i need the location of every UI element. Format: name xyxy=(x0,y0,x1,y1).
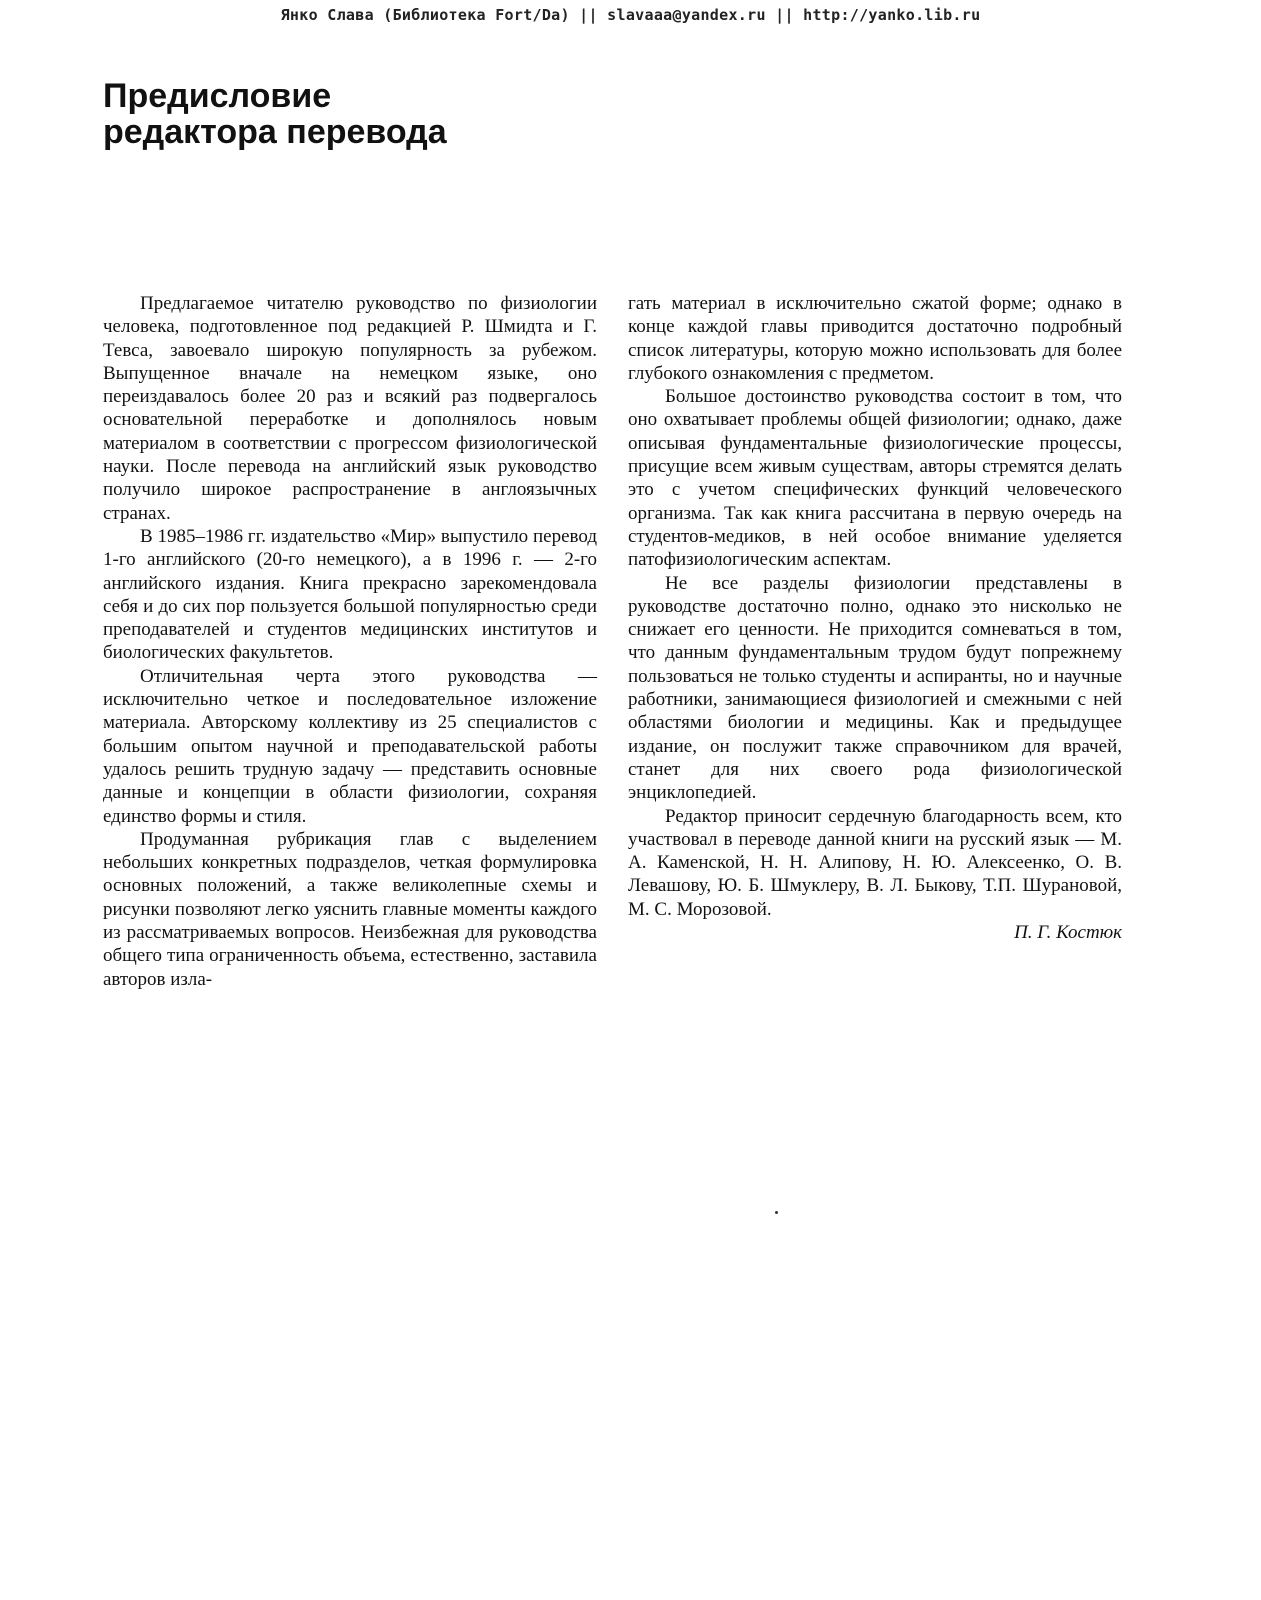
paragraph: Отличительная черта этого руководства — исключительно четкое и последовательное изложение материала. Авторскому коллективу из 25 специалистов с большим опытом научной и преподавательской работы удалось решить трудную задачу — представить основные данные и концепции в области физиологии, сохраняя единство формы и стиля. xyxy=(103,665,597,827)
page-header-source: Янко Слава (Библиотека Fort/Da) || slavaaa@yandex.ru || http://yanko.lib.ru xyxy=(280,6,981,24)
scan-speck xyxy=(775,1211,778,1214)
page-title-line-1: Предисловие xyxy=(103,77,332,115)
paragraph-continuation: гать материал в исключительно сжатой форме; однако в конце каждой главы приводится достаточно подробный список литературы, которую можно использовать для более глубокого ознакомления с предметом. xyxy=(628,293,1122,384)
page-title-line-2: редактора перевода xyxy=(103,113,447,151)
paragraph: Не все разделы физиологии представлены в руководстве достаточно полно, однако это нисколько не снижает его ценности. Не приходится сомневаться в том, что данным фундаментальным трудом будут попрежнему пользоваться не только студенты и аспиранты, но и научные работники, занимающиеся физиологией и смежными с ней областями биологии и медицины. Как и предыдущее издание, он послужит также справочником для врачей, станет для них своего рода физиологической энциклопедией. xyxy=(628,572,1122,804)
paragraph: Предлагаемое читателю руководство по физиологии человека, подготовленное под редакцией Р. Шмидта и Г. Тевса, завоевало широкую популярность за рубежом. Выпущенное вначале на немецком языке, оно переиздавалось более 20 раз и всякий раз подвергалось основательной переработке и дополнялось новым материалом в соответствии с прогрессом физиологической науки. После перевода на английский язык руководство получило широкое распространение в англоязычных странах. xyxy=(103,293,597,524)
paragraph: В 1985–1986 гг. издательство «Мир» выпустило перевод 1-го английского (20-го немецкого), а в 1996 г. — 2-го английского издания. Книга прекрасно зарекомендовала себя и до сих пор пользуется большой популярностью среди преподавателей и студентов медицинских институтов и биологических факультетов. xyxy=(103,525,597,664)
paragraph: Продуманная рубрикация глав с выделением небольших конкретных подразделов, четкая формулировка основных положений, а также великолепные схемы и рисунки позволяют легко уяснить главные моменты каждого из рассматриваемых вопросов. Неизбежная для руководства общего типа ограниченность объема, естественно, заставила авторов изла- xyxy=(103,828,597,990)
page-title xyxy=(103,78,447,150)
text-column-left xyxy=(103,292,597,991)
paragraph: Редактор приносит сердечную благодарность всем, кто участвовал в переводе данной книги на русский язык — М. А. Каменской, Н. Н. Алипову, Н. Ю. Алексеенко, О. В. Левашову, Ю. Б. Шмуклеру, В. Л. Быкову, Т.П. Шурановой, М. С. Морозовой. xyxy=(628,805,1122,920)
paragraph: Большое достоинство руководства состоит в том, что оно охватывает проблемы общей физиологии; однако, даже описывая фундаментальные физиологические процессы, присущие всем живым существам, авторы стремятся делать это с учетом специфических функций человеческого организма. Так как книга рассчитана в первую очередь на студентов-медиков, в ней особое внимание уделяется патофизиологическим аспектам. xyxy=(628,386,1122,571)
text-column-right xyxy=(628,292,1122,944)
author-signature: П. Г. Костюк xyxy=(1014,922,1122,944)
